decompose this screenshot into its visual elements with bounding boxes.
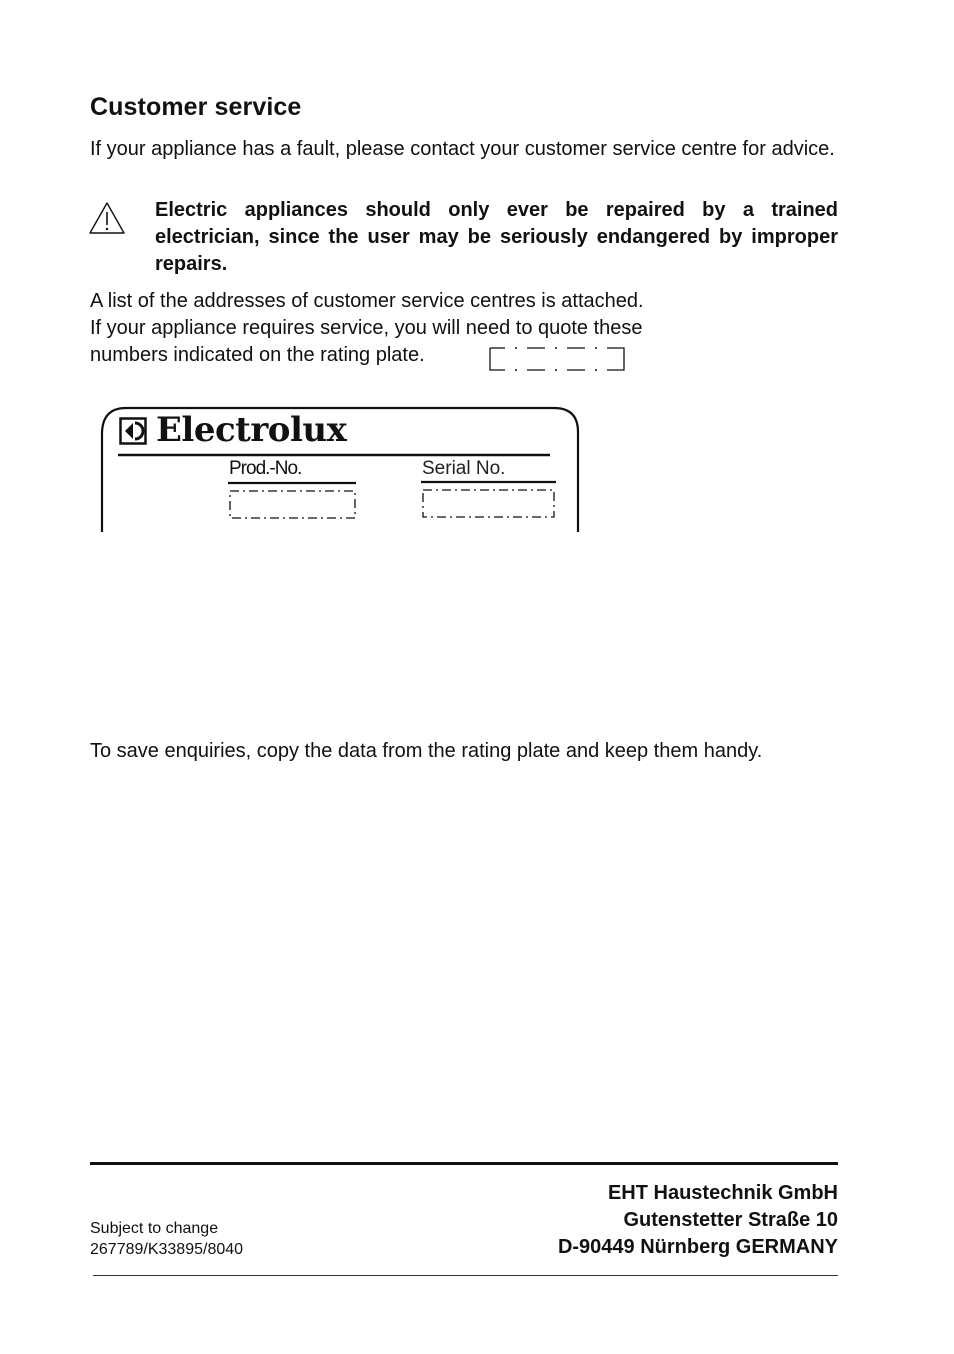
company-city: D-90449 Nürnberg GERMANY: [557, 1236, 838, 1258]
rating-number-boxes: [487, 345, 627, 373]
copy-data-note: To save enquiries, copy the data from the rating plate and keep them handy.: [90, 740, 763, 762]
plate-brand-name: Electrolux: [156, 410, 347, 450]
electrolux-logo-icon: [119, 417, 147, 445]
service-line-1: If your appliance requires service, you will need to quote these: [90, 317, 643, 339]
bottom-divider: [93, 1275, 838, 1276]
footer-divider: [90, 1162, 838, 1165]
subject-to-change: Subject to change: [90, 1220, 219, 1237]
service-line-2: numbers indicated on the rating plate.: [90, 344, 425, 366]
section-title: Customer service: [90, 93, 302, 121]
prod-no-label: Prod.-No.: [229, 458, 302, 479]
warning-triangle-icon: [88, 201, 126, 235]
company-address: [558, 1180, 838, 1261]
company-name: EHT Haustechnik GmbH: [607, 1182, 838, 1204]
intro-text: If your appliance has a fault, please contact your customer service centre for advice.: [90, 138, 835, 160]
document-number: 267789/K33895/8040: [90, 1241, 244, 1258]
addresses-line: A list of the addresses of customer service centres is attached.: [90, 290, 644, 312]
company-street: Gutenstetter Straße 10: [623, 1209, 838, 1231]
serial-no-label: Serial No.: [422, 458, 506, 479]
warning-text: Electric appliances should only ever be repaired by a trained electrician, since the user may be seriously endangered by improper repairs.: [155, 199, 838, 275]
